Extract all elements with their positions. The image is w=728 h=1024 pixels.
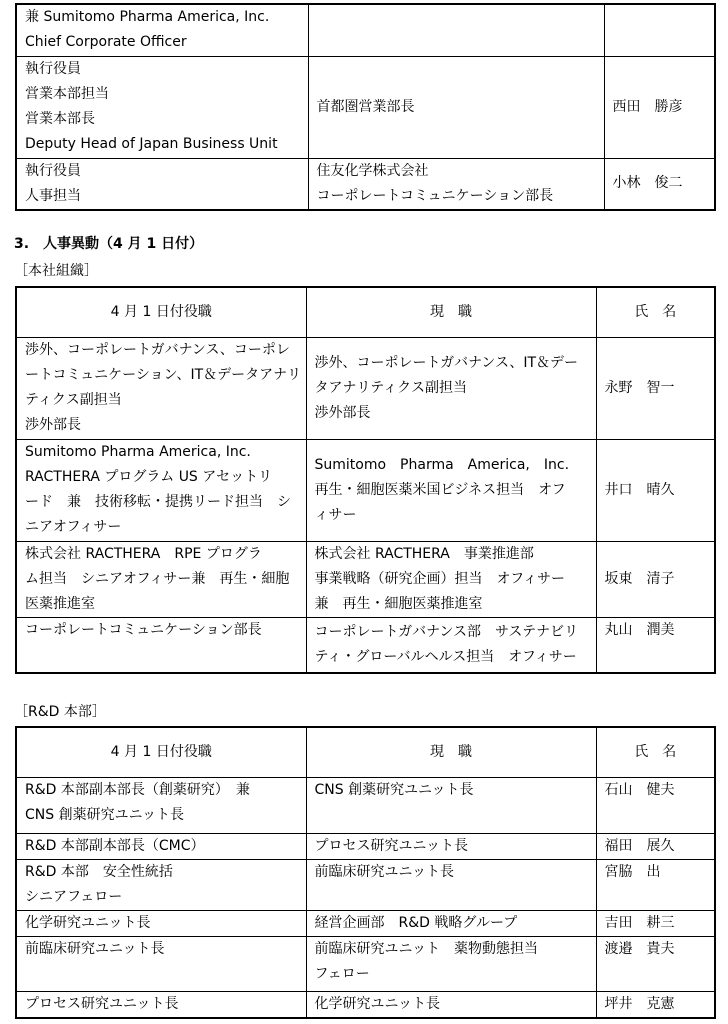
table-row bbox=[16, 936, 715, 991]
role-cell: R&D 本部 安全性統括 シニアフェロー bbox=[16, 859, 306, 910]
role-cell: R&D 本部副本部長（CMC） bbox=[16, 833, 306, 859]
table-row bbox=[16, 859, 715, 910]
role-cell: プロセス研究ユニット長 bbox=[16, 991, 306, 1018]
table-row bbox=[16, 777, 715, 833]
header-name: 氏 名 bbox=[596, 287, 715, 337]
table-row bbox=[16, 158, 715, 210]
table-row bbox=[16, 541, 715, 617]
name-cell: 坪井 克憲 bbox=[596, 991, 715, 1018]
role-cell: 前臨床研究ユニット長 bbox=[16, 936, 306, 991]
table-row bbox=[16, 439, 715, 541]
role-cell: 株式会社 RACTHERA RPE プログラ ム担当 シニアオフィサー兼 再生・細胞 医薬推進室 bbox=[16, 541, 306, 617]
hq-label: ［本社組織］ bbox=[14, 263, 98, 279]
hq-transfer-table bbox=[15, 286, 716, 674]
current-cell: 株式会社 RACTHERA 事業推進部 事業戦略（研究企画）担当 オフィサー 兼 再生・細胞医薬推進室 bbox=[306, 541, 596, 617]
table-row bbox=[16, 4, 715, 56]
name-cell: 小林 俊二 bbox=[604, 158, 715, 210]
current-cell: 渉外、コーポレートガバナンス、IT＆デー タアナリティクス副担当 渉外部長 bbox=[306, 337, 596, 439]
role-cell: コーポレートコミュニケーション部長 bbox=[16, 617, 306, 673]
header-current: 現 職 bbox=[306, 287, 596, 337]
rd-label: ［R&D 本部］ bbox=[14, 704, 106, 720]
rd-transfer-table bbox=[15, 726, 716, 1019]
name-cell: 井口 晴久 bbox=[596, 439, 715, 541]
table-row bbox=[16, 617, 715, 673]
name-cell: 福田 展久 bbox=[596, 833, 715, 859]
role-cell: 化学研究ユニット長 bbox=[16, 910, 306, 936]
table-row bbox=[16, 910, 715, 936]
current-cell: Sumitomo Pharma America, Inc. 再生・細胞医薬米国ビジネス担当 オフ ィサー bbox=[306, 439, 596, 541]
role-cell: R&D 本部副本部長（創薬研究） 兼 CNS 創薬研究ユニット長 bbox=[16, 777, 306, 833]
name-cell bbox=[604, 4, 715, 56]
table-row bbox=[16, 337, 715, 439]
current-cell: コーポレートガバナンス部 サステナビリ ティ・グローバルヘルス担当 オフィサー bbox=[306, 617, 596, 673]
table-row bbox=[16, 56, 715, 158]
table-header-row bbox=[16, 287, 715, 337]
current-cell: 住友化学株式会社 コーポレートコミュニケーション部長 bbox=[308, 158, 604, 210]
name-cell: 石山 健夫 bbox=[596, 777, 715, 833]
table-row bbox=[16, 991, 715, 1018]
role-cell: 執行役員 営業本部担当 営業本部長 Deputy Head of Japan Business Unit bbox=[16, 56, 308, 158]
name-cell: 丸山 潤美 bbox=[596, 617, 715, 673]
executive-table bbox=[15, 3, 716, 211]
header-role: 4 月 1 日付役職 bbox=[16, 287, 306, 337]
current-cell: 前臨床研究ユニット 薬物動態担当 フェロー bbox=[306, 936, 596, 991]
role-cell: 兼 Sumitomo Pharma America, Inc. Chief Corporate Officer bbox=[16, 4, 308, 56]
current-cell: 経営企画部 R&D 戦略グループ bbox=[306, 910, 596, 936]
name-cell: 宮脇 出 bbox=[596, 859, 715, 910]
role-cell: Sumitomo Pharma America, Inc. RACTHERA プログラム US アセットリ ード 兼 技術移転・提携リード担当 シ ニアオフィサー bbox=[16, 439, 306, 541]
header-current: 現 職 bbox=[306, 727, 596, 777]
table-row bbox=[16, 833, 715, 859]
table-header-row bbox=[16, 727, 715, 777]
role-cell: 執行役員 人事担当 bbox=[16, 158, 308, 210]
section-heading: 3. 人事異動（4 月 1 日付） bbox=[14, 236, 204, 252]
header-name: 氏 名 bbox=[596, 727, 715, 777]
name-cell: 西田 勝彦 bbox=[604, 56, 715, 158]
name-cell: 吉田 耕三 bbox=[596, 910, 715, 936]
name-cell: 坂東 清子 bbox=[596, 541, 715, 617]
current-cell: CNS 創薬研究ユニット長 bbox=[306, 777, 596, 833]
current-cell bbox=[308, 4, 604, 56]
name-cell: 永野 智一 bbox=[596, 337, 715, 439]
header-role: 4 月 1 日付役職 bbox=[16, 727, 306, 777]
role-cell: 渉外、コーポレートガバナンス、コーポレ ートコミュニケーション、IT＆データアナリ ティクス副担当 渉外部長 bbox=[16, 337, 306, 439]
current-cell: プロセス研究ユニット長 bbox=[306, 833, 596, 859]
current-cell: 首都圏営業部長 bbox=[308, 56, 604, 158]
current-cell: 前臨床研究ユニット長 bbox=[306, 859, 596, 910]
current-cell: 化学研究ユニット長 bbox=[306, 991, 596, 1018]
name-cell: 渡邉 貴夫 bbox=[596, 936, 715, 991]
